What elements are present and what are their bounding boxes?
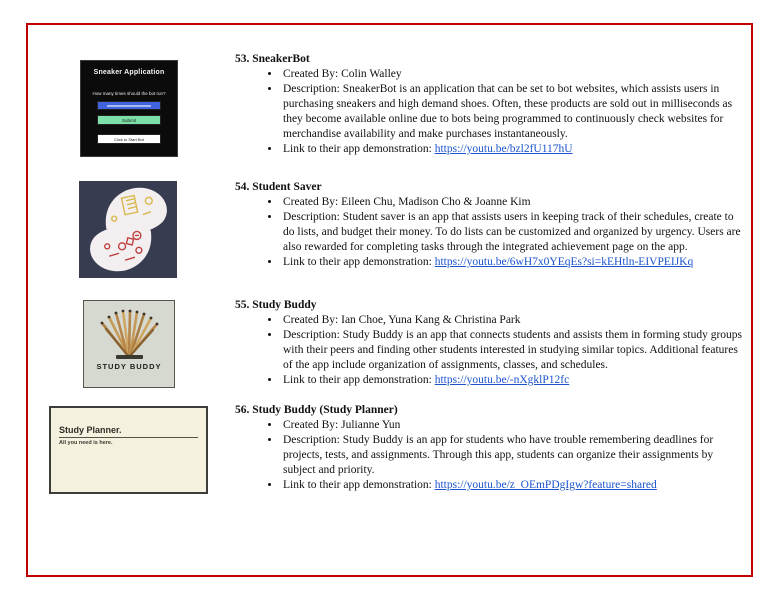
demo-link-label: Link to their app demonstration:: [283, 256, 435, 268]
entry-details-list: [235, 313, 747, 388]
divider: [59, 437, 198, 438]
demo-link[interactable]: https://youtu.be/z_OEmPDgIgw?feature=shared: [434, 479, 657, 491]
study-planner-subtitle: All you need is here.: [59, 440, 113, 446]
entry-details-list: [235, 67, 747, 157]
sneaker-app-start-bot-button: Click to Start Bot: [97, 134, 161, 144]
sneakerbot-app-thumbnail: [80, 60, 178, 157]
demo-link-label: Link to their app demonstration:: [283, 479, 435, 491]
description-item: • Description: Study Buddy is an app for students who have trouble remembering deadlines for projects, tests, and assignments. Through this app, students can organize their assignments by subject and priority.: [281, 433, 747, 478]
pencil-bundle-graphic: [94, 309, 164, 361]
paisley-s-logo-graphic: [79, 181, 177, 278]
entry-details-list: [235, 418, 747, 493]
created-by-item: • Created By: Ian Choe, Yuna Kang & Christina Park: [281, 313, 747, 328]
study-planner-thumbnail: [49, 406, 208, 494]
demo-link[interactable]: https://youtu.be/6wH7x0YEqEs?si=kEHtln-EIVPEIJKq: [434, 256, 694, 268]
entry-title: 56. Study Buddy (Study Planner): [235, 404, 398, 416]
sneaker-app-input-field: [97, 101, 161, 110]
demo-link-item: [281, 478, 747, 493]
sneaker-app-question: How many times should the bot run?: [92, 91, 166, 96]
entry-title: 53. SneakerBot: [235, 53, 310, 65]
app-entry-53: [235, 52, 747, 157]
app-entry-54: [235, 180, 747, 270]
app-entry-55: [235, 298, 747, 388]
demo-link[interactable]: https://youtu.be/-nXgklP12fc: [434, 374, 570, 386]
study-planner-title: Study Planner.: [59, 425, 122, 435]
description-item: • Description: Student saver is an app that assists users in keeping track of their schedules, create to do lists, and budget their money. To do lists can be customized and organized by urgency. Users are also rewarded for completing tasks through the integrated achievement page on the app.: [281, 210, 747, 255]
student-saver-logo-thumbnail: [79, 181, 177, 278]
study-buddy-logo-label: STUDY BUDDY: [96, 362, 162, 371]
demo-link-item: [281, 373, 747, 388]
description-item: • Description: Study Buddy is an app that connects students and assists them in forming study groups with their peers and finding other students interested in studying similar topics. Additional features of the app include organization of assignments, classes, and schedules.: [281, 328, 747, 373]
demo-link-label: Link to their app demonstration:: [283, 374, 435, 386]
study-buddy-logo-thumbnail: [83, 300, 175, 388]
demo-link-label: Link to their app demonstration:: [283, 143, 435, 155]
demo-link-item: [281, 142, 747, 157]
sneaker-app-input-text: [107, 105, 150, 107]
app-entry-56: [235, 403, 747, 493]
document-page: [26, 23, 753, 577]
created-by-item: • Created By: Colin Walley: [281, 67, 747, 82]
person-icon: [124, 220, 131, 234]
sneaker-app-title: Sneaker Application: [93, 69, 165, 76]
entry-details-list: [235, 195, 747, 270]
entry-title: 54. Student Saver: [235, 181, 322, 193]
description-item: • Description: SneakerBot is an application that can be set to bot websites, which assists users in purchasing sneakers and high demand shoes. Often, these products are sold out in milliseconds as they become available online due to bots being programmed to continuously check websites for merchandise availability and make purchases instantaneously.: [281, 82, 747, 142]
created-by-item: • Created By: Julianne Yun: [281, 418, 747, 433]
entry-title: 55. Study Buddy: [235, 299, 317, 311]
created-by-item: • Created By: Eileen Chu, Madison Cho & Joanne Kim: [281, 195, 747, 210]
demo-link[interactable]: https://youtu.be/bzl2fU117hU: [434, 143, 573, 155]
sneaker-app-submit-button: Submit: [97, 115, 161, 125]
demo-link-item: [281, 255, 747, 270]
